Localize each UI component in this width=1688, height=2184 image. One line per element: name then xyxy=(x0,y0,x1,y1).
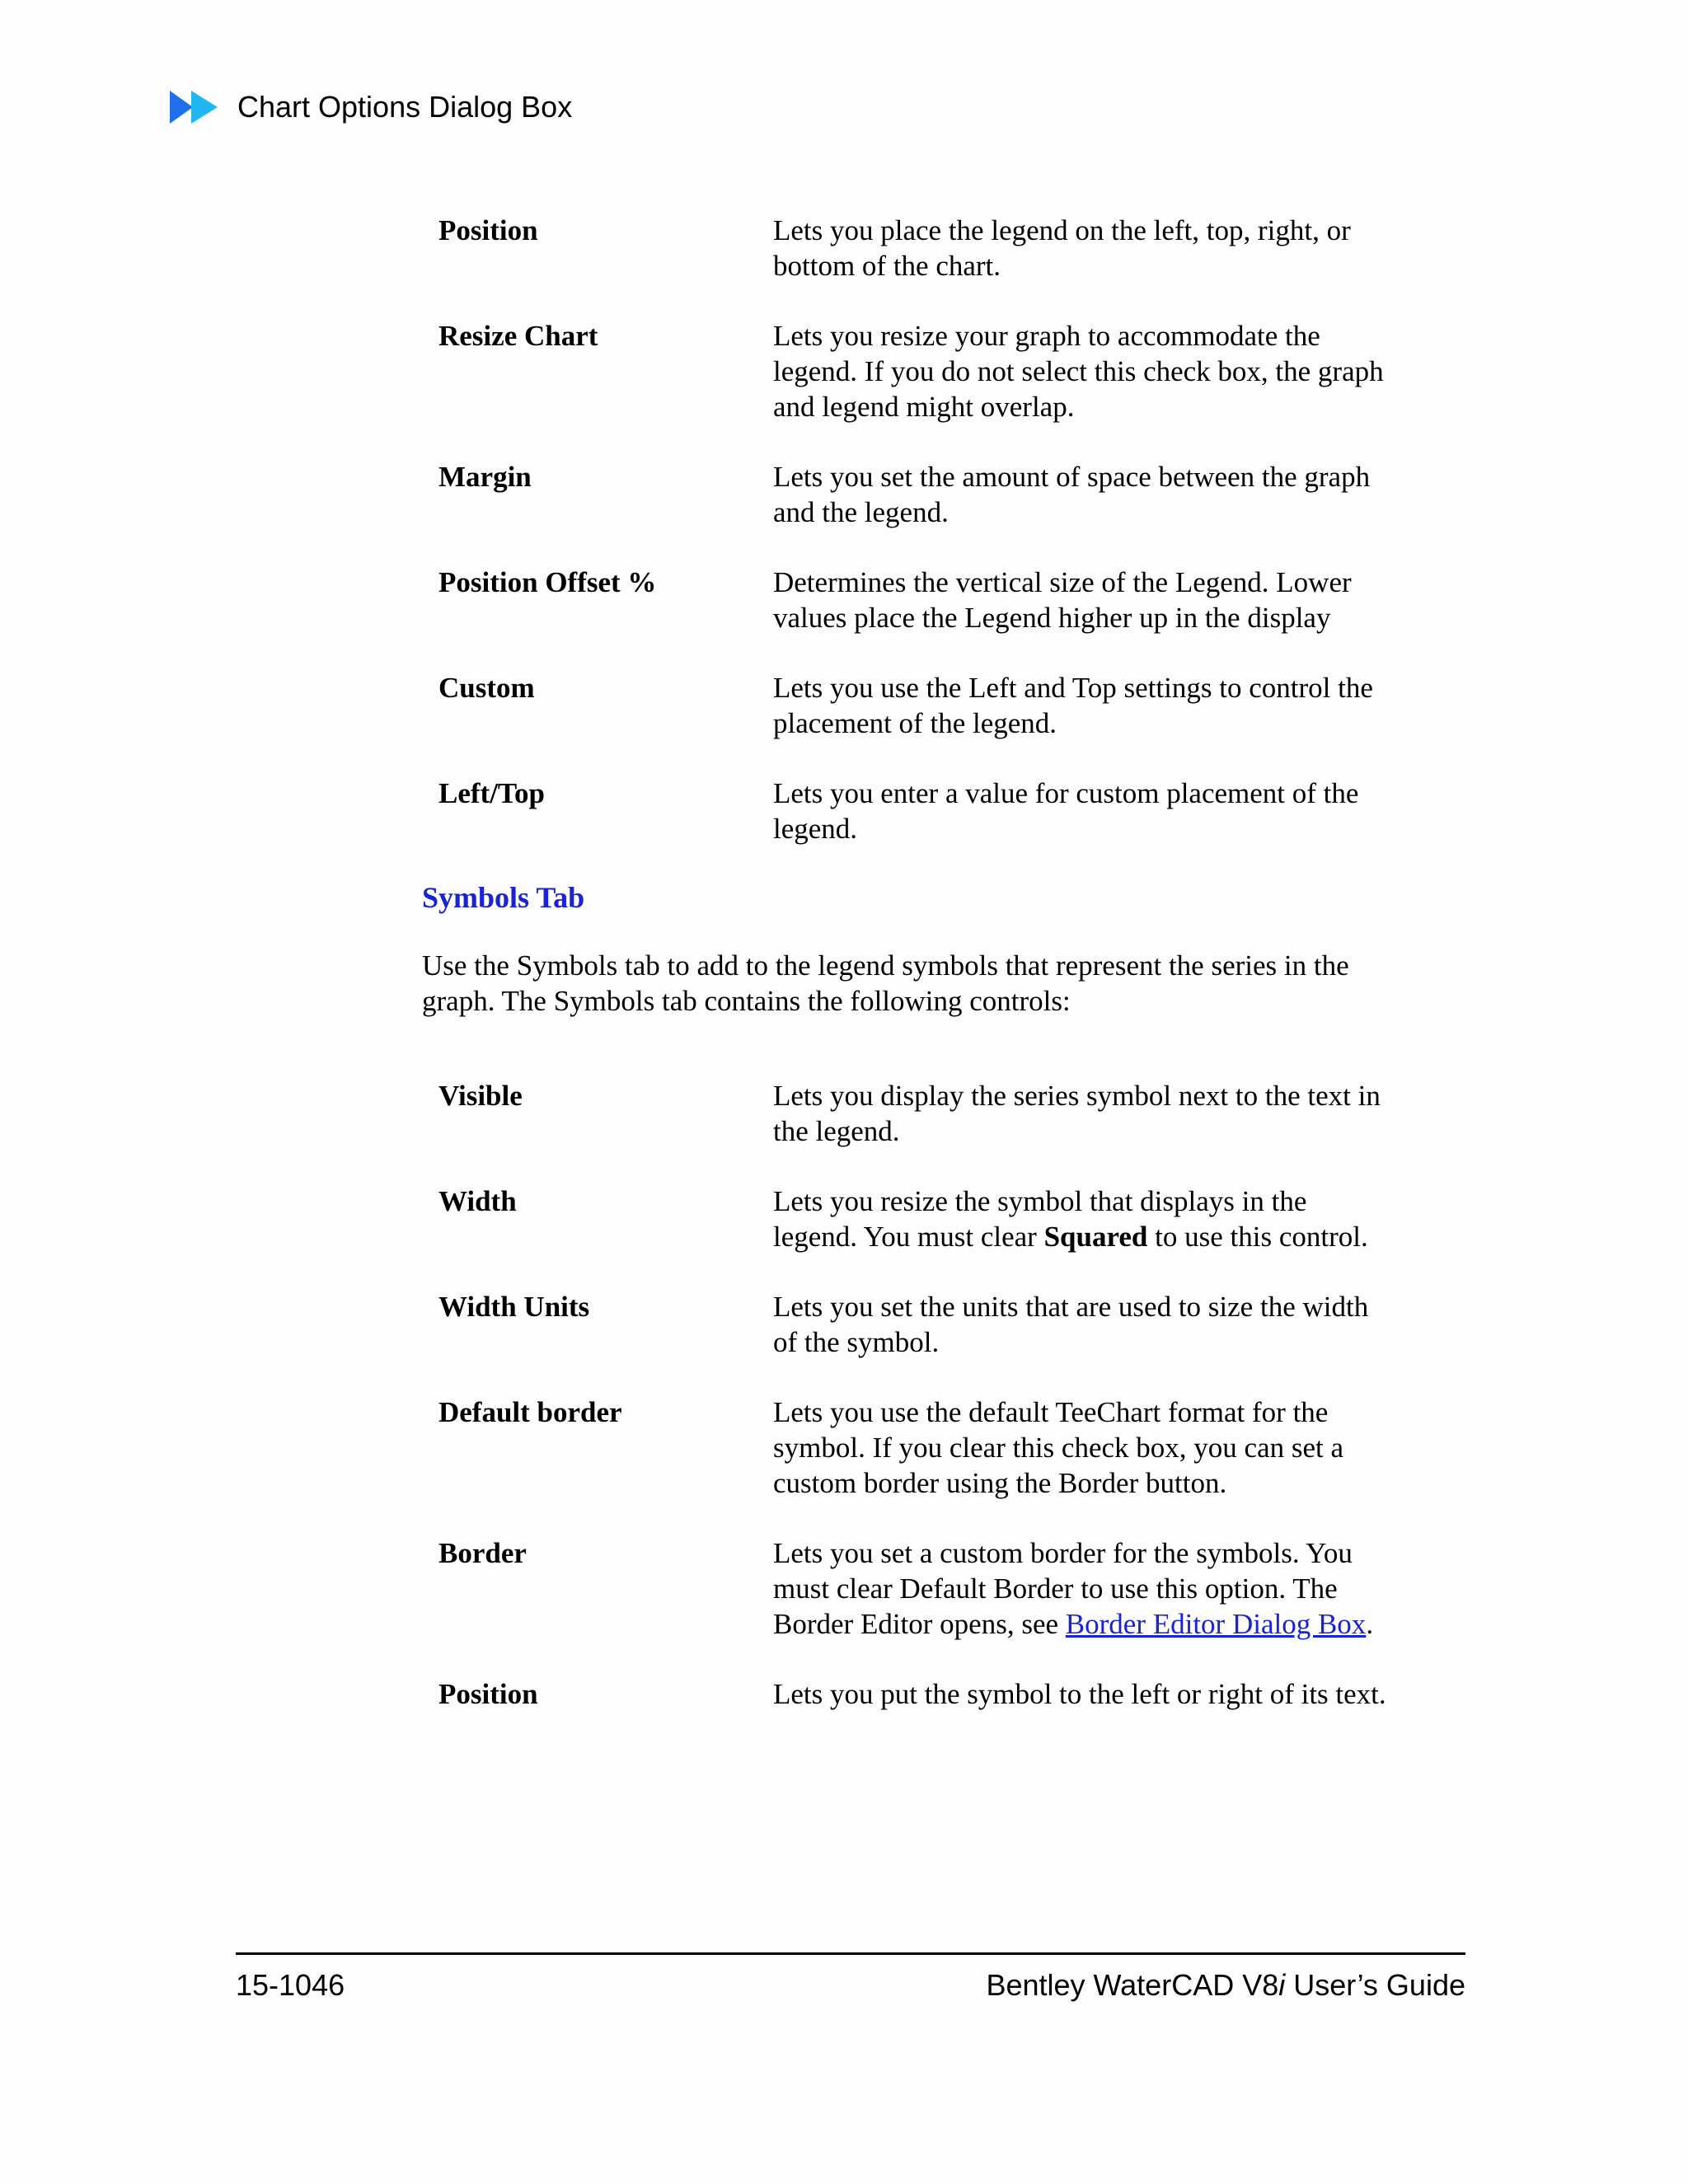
guide-title-suffix: User’s Guide xyxy=(1285,1968,1465,2002)
definition-row xyxy=(438,1289,1395,1360)
definition-row xyxy=(438,776,1395,846)
definition-row xyxy=(438,1676,1395,1712)
definition-row xyxy=(438,1183,1395,1254)
footer-divider xyxy=(236,1952,1465,1955)
definition-row xyxy=(438,318,1395,424)
option-description xyxy=(773,1535,1395,1642)
section-heading: Symbols Tab xyxy=(422,881,585,914)
option-description: Lets you set the units that are used to size the width of the symbol. xyxy=(773,1291,1369,1358)
description-text: Lets you resize the symbol that displays in the legend. You must clear xyxy=(773,1185,1307,1253)
option-term: Width Units xyxy=(438,1291,590,1323)
option-term: Position xyxy=(438,1678,538,1710)
bold-term: Squared xyxy=(1043,1221,1148,1253)
guide-title xyxy=(986,1968,1465,2003)
description-text: Lets you set a custom border for the symbols. You must clear Default Border to use this option. The Border Editor opens, see xyxy=(773,1537,1353,1640)
symbols-options-list xyxy=(438,1078,1395,1746)
double-arrow-icon xyxy=(168,89,221,125)
option-term: Position Offset % xyxy=(438,566,657,598)
definition-row xyxy=(438,1535,1395,1642)
option-term: Resize Chart xyxy=(438,320,598,352)
option-description: Lets you put the symbol to the left or right of its text. xyxy=(773,1678,1386,1710)
option-description: Determines the vertical size of the Legend. Lower values place the Legend higher up in the display xyxy=(773,566,1352,634)
page-number: 15-1046 xyxy=(236,1968,345,2002)
definition-row xyxy=(438,1078,1395,1149)
description-text: to use this control. xyxy=(1147,1221,1368,1253)
option-term: Custom xyxy=(438,672,535,704)
option-term: Position xyxy=(438,214,538,246)
option-description: Lets you enter a value for custom placement of the legend. xyxy=(773,777,1359,845)
guide-title-italic: i xyxy=(1278,1968,1286,2002)
option-term: Width xyxy=(438,1185,517,1217)
option-description: Lets you use the default TeeChart format for the symbol. If you clear this check box, you can set a custom border using the Border button. xyxy=(773,1396,1344,1499)
definition-row xyxy=(438,565,1395,635)
option-description: Lets you use the Left and Top settings to control the placement of the legend. xyxy=(773,672,1373,739)
option-description: Lets you resize your graph to accommodate the legend. If you do not select this check box, the graph and legend might overlap. xyxy=(773,320,1384,423)
legend-options-list xyxy=(438,213,1395,881)
border-editor-link[interactable]: Border Editor Dialog Box xyxy=(1065,1608,1367,1640)
definition-row xyxy=(438,670,1395,741)
description-text: . xyxy=(1366,1608,1374,1640)
option-description: Lets you place the legend on the left, top, right, or bottom of the chart. xyxy=(773,214,1351,282)
page-header xyxy=(168,89,572,125)
option-term: Default border xyxy=(438,1396,622,1428)
definition-row xyxy=(438,1394,1395,1501)
page-title: Chart Options Dialog Box xyxy=(237,90,573,124)
definition-row xyxy=(438,213,1395,284)
guide-title-prefix: Bentley WaterCAD V8 xyxy=(986,1968,1279,2002)
definition-row xyxy=(438,459,1395,530)
option-description: Lets you set the amount of space between the graph and the legend. xyxy=(773,461,1371,528)
option-description: Lets you display the series symbol next to the text in the legend. xyxy=(773,1080,1381,1147)
option-description xyxy=(773,1183,1395,1254)
option-term: Border xyxy=(438,1537,527,1569)
section-intro: Use the Symbols tab to add to the legend symbols that represent the series in the graph. The Symbols tab contains the following controls: xyxy=(422,949,1349,1017)
option-term: Visible xyxy=(438,1080,523,1112)
option-term: Left/Top xyxy=(438,777,546,809)
option-term: Margin xyxy=(438,461,532,493)
